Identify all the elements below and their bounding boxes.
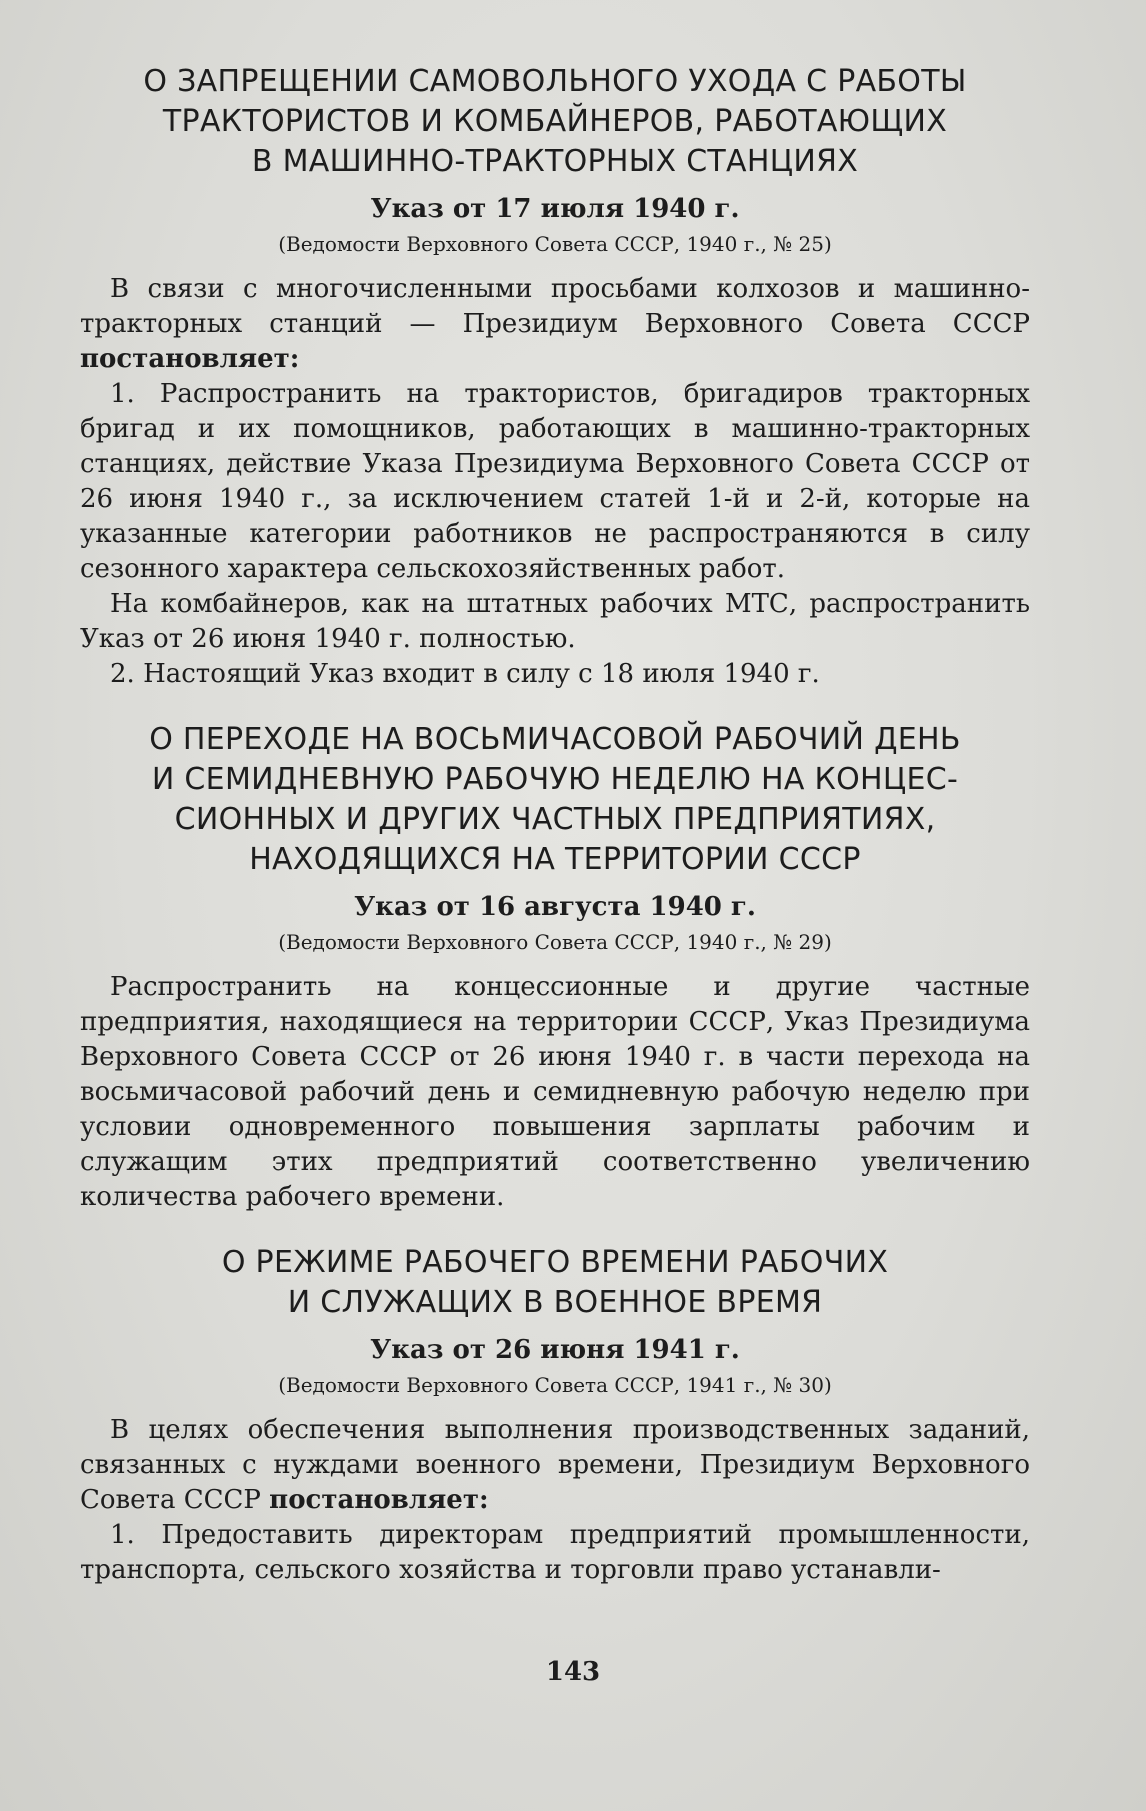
section-2-title-line-4: НАХОДЯЩИХСЯ НА ТЕРРИТОРИИ СССР	[249, 842, 861, 877]
section-1-title-line-1: О ЗАПРЕЩЕНИИ САМОВОЛЬНОГО УХОДА С РАБОТЫ	[143, 64, 967, 99]
section-3-title-line-1: О РЕЖИМЕ РАБОЧЕГО ВРЕМЕНИ РАБОЧИХ	[221, 1245, 889, 1280]
section-3-intro-text: В целях обеспечения выполнения производственных заданий, связанных с нуждами военного времени, Президиум Верховного Совета СССР	[80, 1415, 1030, 1515]
section-1-title	[80, 62, 1030, 182]
section-1-item-3: 2. Настоящий Указ входит в силу с 18 июля 1940 г.	[110, 659, 820, 689]
section-2-decree: Указ от 16 августа 1940 г.	[354, 892, 756, 922]
page-number: 143	[545, 1657, 601, 1687]
section-3-title-line-2: И СЛУЖАЩИХ В ВОЕННОЕ ВРЕМЯ	[287, 1285, 823, 1320]
section-2-body: Распространить на концессионные и другие частные предприятия, находящиеся на территории СССР, Указ Президиума Верховного Совета СССР от 26 июня 1940 г. в части перехода на восьмичасовой рабочий день и семидневную рабочую неделю при условии одновременного повышения зарплаты рабочим и служащим этих предприятий соответственно увеличению количества рабочего времени.	[80, 972, 1030, 1212]
section-1-item-2: На комбайнеров, как на штатных рабочих МТС, распространить Указ от 26 июня 1940 г. полностью.	[80, 589, 1030, 654]
section-2-title	[80, 720, 1030, 880]
section-1-title-line-2: ТРАКТОРИСТОВ И КОМБАЙНЕРОВ, РАБОТАЮЩИХ	[162, 104, 948, 139]
section-2-title-line-3: СИОННЫХ И ДРУГИХ ЧАСТНЫХ ПРЕДПРИЯТИЯХ,	[174, 802, 936, 837]
section-1	[80, 62, 1030, 692]
section-1-decree: Указ от 17 июля 1940 г.	[370, 194, 740, 224]
section-2	[80, 720, 1030, 1215]
section-2-title-line-2: И СЕМИДНЕВНУЮ РАБОЧУЮ НЕДЕЛЮ НА КОНЦЕС-	[151, 762, 959, 797]
section-1-item-1: 1. Распространить на трактористов, бригадиров тракторных бригад и их помощников, работающих в машинно-тракторных станциях, действие Указа Президиума Верховного Совета СССР от 26 июня 1940 г., за исключением статей 1-й и 2-й, которые на указанные категории работников не распространяются в силу сезонного характера сельскохозяйственных работ.	[80, 379, 1030, 584]
section-2-source: (Ведомости Верховного Совета СССР, 1940 г., № 29)	[278, 930, 832, 954]
section-2-title-line-1: О ПЕРЕХОДЕ НА ВОСЬМИЧАСОВОЙ РАБОЧИЙ ДЕНЬ	[149, 722, 961, 757]
section-3-decree: Указ от 26 июня 1941 г.	[370, 1335, 740, 1365]
section-1-intro-bold: постановляет:	[80, 344, 300, 374]
section-1-intro-text: В связи с многочисленными просьбами колхозов и машинно-тракторных станций — Президиум Верховного Совета СССР	[80, 274, 1030, 339]
page-content	[80, 62, 1030, 1588]
section-gap	[80, 692, 1030, 720]
section-3	[80, 1243, 1030, 1588]
section-1-intro	[80, 272, 1030, 377]
section-3-source: (Ведомости Верховного Совета СССР, 1941 г., № 30)	[278, 1373, 832, 1397]
section-gap	[80, 1215, 1030, 1243]
section-1-source: (Ведомости Верховного Совета СССР, 1940 г., № 25)	[278, 232, 832, 256]
section-3-title	[80, 1243, 1030, 1323]
section-3-intro-bold: постановляет:	[269, 1485, 489, 1515]
section-1-title-line-3: В МАШИННО-ТРАКТОРНЫХ СТАНЦИЯХ	[251, 144, 859, 179]
section-3-intro	[80, 1413, 1030, 1518]
section-3-item-1: 1. Предоставить директорам предприятий промышленности, транспорта, сельского хозяйства и торговли право устанавли-	[80, 1520, 1030, 1585]
